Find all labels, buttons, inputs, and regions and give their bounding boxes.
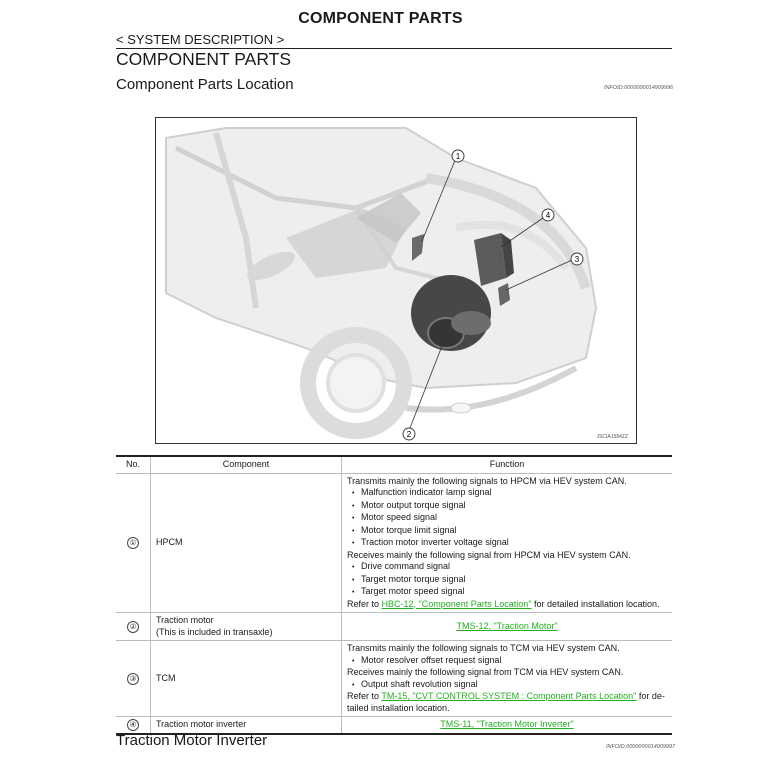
header-function: Function [342,456,673,473]
infoid-label: INFOID:0000000014909997 [606,744,676,750]
signal-item: • Output shaft revolution signal [347,679,667,692]
page-title: COMPONENT PARTS [298,10,463,27]
component-parts-table [116,455,672,735]
row-number: ② [127,621,139,633]
function-text: Transmits mainly the following signals to TCM via HEV system CAN. [347,643,620,653]
row-number: ④ [127,719,139,731]
table-row [116,473,672,613]
function-cell [342,473,673,613]
svg-text:1: 1 [455,152,461,161]
figure-id: JSCIA1584ZZ [596,434,628,440]
callout-4 [542,209,554,221]
component-location-figure [155,117,637,444]
svg-text:3: 3 [574,255,580,264]
callout-3 [571,253,583,265]
table-header-row [116,456,672,473]
signal-item: • Traction motor inverter voltage signal [347,537,667,550]
signal-item: • Motor torque limit signal [347,525,667,538]
signal-item: • Drive command signal [347,561,667,574]
header-component: Component [151,456,342,473]
function-text: Transmits mainly the following signals to HPCM via HEV system CAN. [347,475,627,486]
callout-2 [403,428,415,440]
tms-12-link[interactable]: TMS-12, "Traction Motor" [456,620,558,631]
function-cell: Transmits mainly the following signals to TCM via HEV system CAN. • Motor resolver offset request signal Receives mainly the following signal from TCM via HEV system CAN. • Output shaft revolution signal Refer to TM-15, "CVT CONTROL SYSTEM : Component Parts Location" for de- tailed installation location. [342,641,673,717]
component-name: Traction motor inverter [151,717,342,735]
row-number: ① [127,537,139,549]
section-tag: < SYSTEM DESCRIPTION > [116,32,285,47]
refer-text: Refer to TM-15, "CVT CONTROL SYSTEM : Component Parts Location" for de- [347,691,665,701]
signal-item: • Malfunction indicator lamp signal [347,487,667,500]
svg-text:4: 4 [545,211,551,220]
callout-1 [452,150,464,162]
table-row [116,641,672,717]
svg-text:2: 2 [406,430,412,439]
component-note: (This is included in transaxle) [156,626,273,637]
row-number: ③ [127,673,139,685]
component-name: HPCM [151,473,342,613]
tms-11-link[interactable]: TMS-11, "Traction Motor Inverter" [440,719,574,730]
infoid-label: INFOID:0000000014909996 [604,85,674,91]
subsection-heading: Component Parts Location [116,76,294,93]
hbc-12-link[interactable]: HBC-12, "Component Parts Location" [381,598,532,609]
signal-item: • Motor speed signal [347,512,667,525]
refer-text: Refer to HBC-12, "Component Parts Location" for detailed installation location. [347,598,660,609]
table-row [116,613,672,641]
next-section-heading: Traction Motor Inverter [116,732,268,749]
header-no: No. [116,456,151,473]
tm-15-link[interactable]: TM-15, "CVT CONTROL SYSTEM : Component Parts Location" [381,691,637,701]
vehicle-cutaway-illustration [156,118,636,443]
function-text: Receives mainly the following signal from TCM via HEV system CAN. [347,667,624,677]
function-text: Receives mainly the following signal from HPCM via HEV system CAN. [347,549,631,560]
signal-item: • Target motor torque signal [347,574,667,587]
component-name: TCM [151,641,342,717]
signal-item: • Target motor speed signal [347,586,667,599]
section-heading: COMPONENT PARTS [116,49,292,69]
signal-item: • Motor output torque signal [347,500,667,513]
component-name: Traction motor (This is included in transaxle) [151,613,342,641]
signal-item: • Motor resolver offset request signal [347,655,667,668]
